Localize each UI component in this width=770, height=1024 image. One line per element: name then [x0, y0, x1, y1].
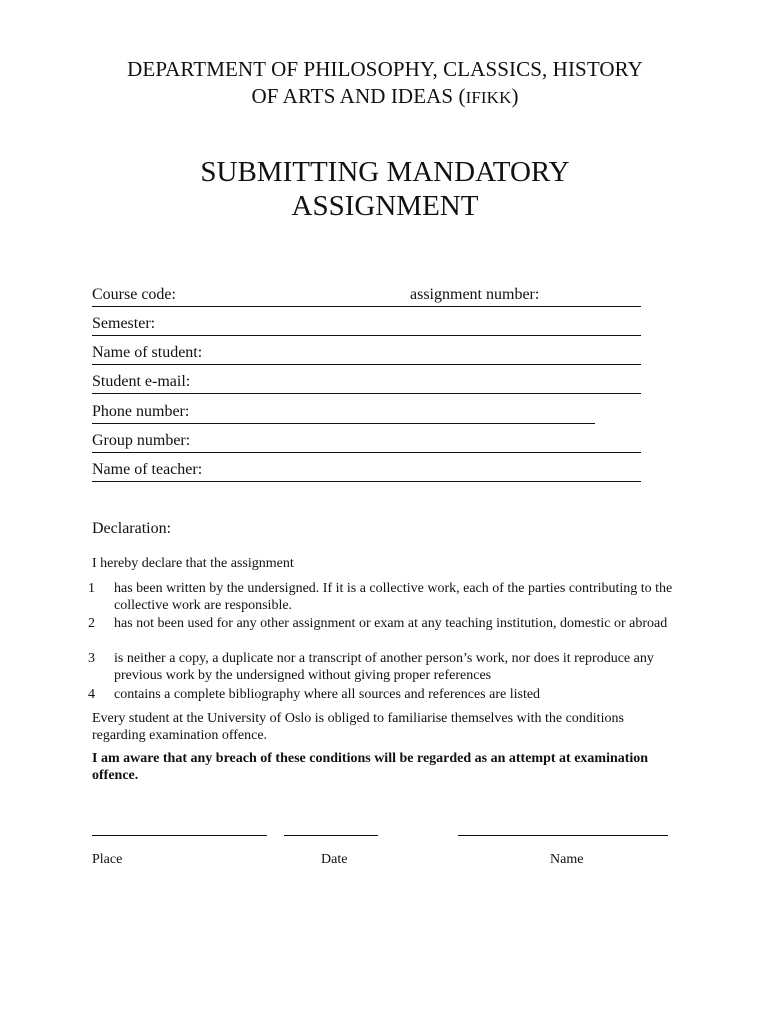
- name-signature-line[interactable]: [458, 835, 668, 836]
- student-name-field[interactable]: [92, 344, 641, 365]
- student-email-field[interactable]: [92, 373, 641, 394]
- declaration-intro: I hereby declare that the assignment: [92, 556, 294, 571]
- student-name-label: Name of student:: [92, 344, 203, 361]
- semester-field[interactable]: [92, 315, 641, 336]
- page-title: [60, 155, 710, 223]
- declaration-item-number: 1: [88, 581, 95, 596]
- teacher-name-label: Name of teacher:: [92, 461, 203, 478]
- group-number-field[interactable]: [92, 432, 641, 453]
- phone-number-field[interactable]: [92, 403, 595, 424]
- student-email-label: Student e-mail:: [92, 373, 191, 390]
- declaration-item: [88, 580, 678, 614]
- place-signature-line[interactable]: [92, 835, 267, 836]
- title-line-1: SUBMITTING MANDATORY: [200, 156, 570, 188]
- declaration-item-number: 4: [88, 687, 95, 702]
- declaration-item-text: is neither a copy, a duplicate nor a transcript of another person’s work, nor does it reproduce any previous work by the undersigned without giving proper references: [114, 651, 654, 683]
- department-line-1: DEPARTMENT OF PHILOSOPHY, CLASSICS, HISTORY: [127, 57, 643, 81]
- group-number-label: Group number:: [92, 432, 191, 449]
- title-line-2: ASSIGNMENT: [291, 190, 479, 222]
- name-label: Name: [550, 852, 584, 867]
- department-line-2-end: ): [511, 84, 519, 108]
- course-code-label: Course code:: [92, 286, 176, 303]
- declaration-heading: Declaration:: [92, 520, 172, 537]
- declaration-item: [88, 686, 678, 703]
- date-signature-line[interactable]: [284, 835, 378, 836]
- assignment-number-label: assignment number:: [410, 286, 540, 303]
- department-line-2: [60, 83, 710, 111]
- teacher-name-field[interactable]: [92, 461, 641, 482]
- phone-number-label: Phone number:: [92, 403, 190, 420]
- semester-label: Semester:: [92, 315, 156, 332]
- declaration-item-text: contains a complete bibliography where all sources and references are listed: [114, 687, 541, 702]
- declaration-item-text: has been written by the undersigned. If it is a collective work, each of the parties contributing to the collective work are responsible.: [114, 581, 673, 613]
- course-code-field[interactable]: [92, 286, 641, 307]
- declaration-item-text: has not been used for any other assignment or exam at any teaching institution, domestic or abroad: [114, 616, 668, 631]
- warning-text: I am aware that any breach of these conditions will be regarded as an attempt at examination offence.: [92, 751, 649, 783]
- department-abbreviation: IFIKK: [465, 88, 512, 107]
- declaration-item: [88, 615, 678, 649]
- declaration-item: [88, 650, 678, 684]
- date-label: Date: [321, 852, 348, 867]
- declaration-item-number: 3: [88, 651, 95, 666]
- department-heading: [60, 56, 710, 111]
- declaration-item-number: 2: [88, 616, 95, 631]
- place-label: Place: [92, 852, 123, 867]
- obligation-text: Every student at the University of Oslo is obliged to familiarise themselves with the conditions regarding examination offence.: [92, 711, 624, 743]
- department-line-2-text: OF ARTS AND IDEAS (: [251, 84, 466, 108]
